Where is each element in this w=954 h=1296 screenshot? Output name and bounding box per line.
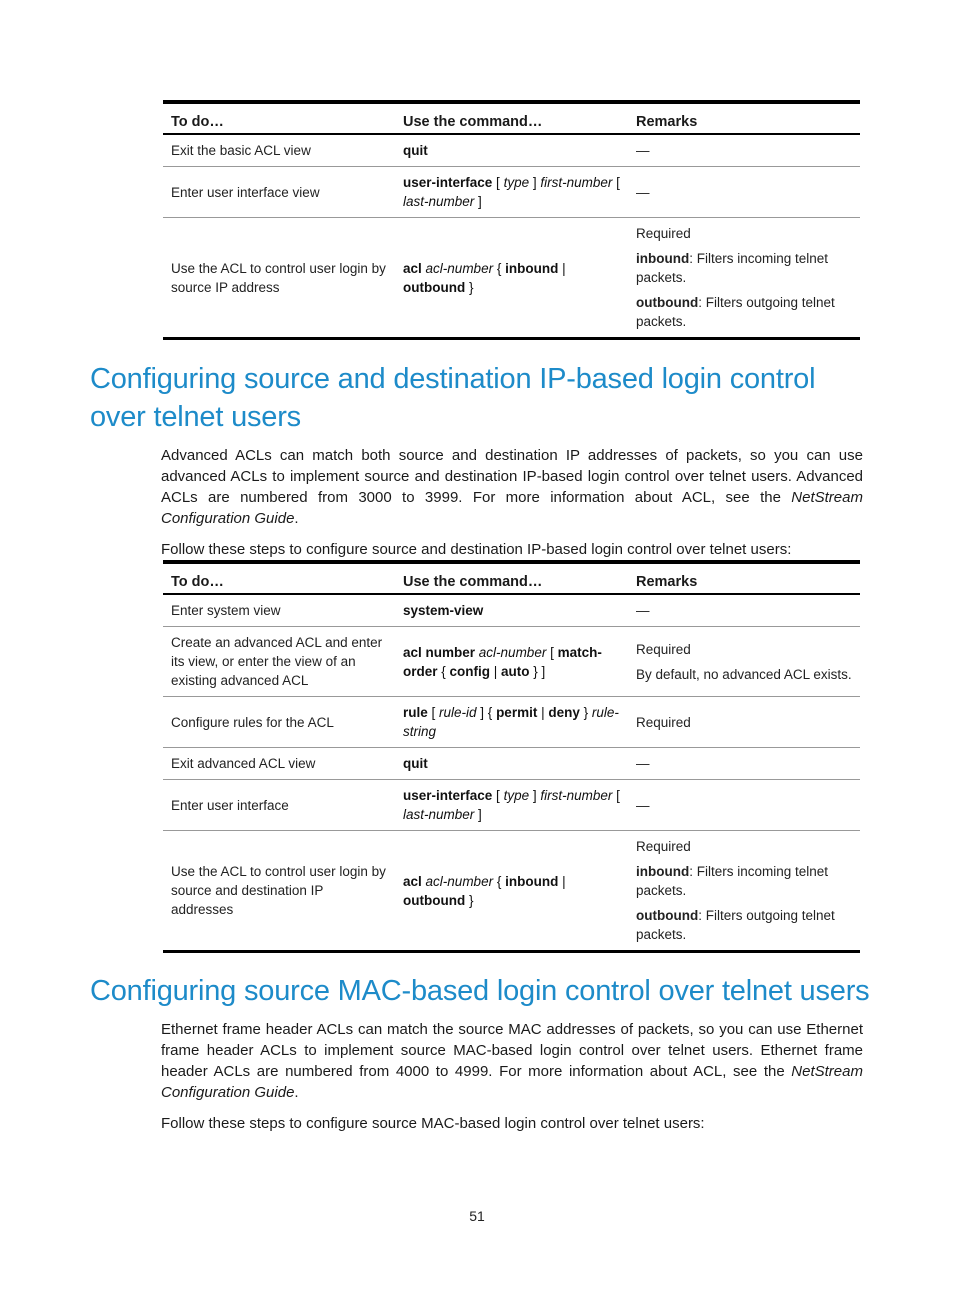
body-paragraph: Ethernet frame header ACLs can match the source MAC addresses of packets, so you can use Ethernet frame header ACLs to implement source MAC-based login control over telnet users. Ethernet frame header ACLs are numbered from 4000 to 4999. For more information about ACL, see the NetStream Configuration Guide.: [161, 1021, 863, 1101]
remark-line: —: [636, 603, 650, 618]
remarks-cell: [628, 594, 860, 627]
todo-cell: Use the ACL to control user login by source and destination IP addresses: [163, 831, 395, 952]
todo-cell: Use the ACL to control user login by source IP address: [163, 218, 395, 339]
command-cell: quit: [395, 748, 628, 780]
command-cell: acl number acl-number [ match-order { config | auto } ]: [395, 627, 628, 697]
remarks-cell: [628, 627, 860, 697]
section-heading-mac-login-control: Configuring source MAC-based login control over telnet users: [90, 975, 870, 1007]
todo-cell: Configure rules for the ACL: [163, 697, 395, 748]
header-todo: To do…: [163, 562, 395, 594]
remark-line: —: [636, 756, 650, 771]
remarks-cell: [628, 134, 860, 167]
table-row: [163, 134, 860, 167]
todo-cell: Enter user interface view: [163, 167, 395, 218]
command-cell: system-view: [395, 594, 628, 627]
command-table-advanced-acl: [163, 560, 860, 953]
intro-paragraph: Follow these steps to configure source MAC-based login control over telnet users:: [161, 1115, 705, 1132]
command-cell: user-interface [ type ] first-number [ last-number ]: [395, 780, 628, 831]
remarks-cell: [628, 831, 860, 952]
table-header-row: [163, 562, 860, 594]
command-cell: rule [ rule-id ] { permit | deny } rule-string: [395, 697, 628, 748]
header-todo: To do…: [163, 102, 395, 134]
remarks-cell: [628, 218, 860, 339]
table-header-row: [163, 102, 860, 134]
table-row: [163, 167, 860, 218]
remark-line: —: [636, 143, 650, 158]
remark-line: —: [636, 184, 650, 200]
table-row: [163, 780, 860, 831]
remark-line: outbound: Filters outgoing telnet packets.: [636, 908, 835, 942]
remark-line: inbound: Filters incoming telnet packets.: [636, 864, 829, 898]
command-cell: acl acl-number { inbound | outbound }: [395, 831, 628, 952]
table-row: [163, 697, 860, 748]
header-command: Use the command…: [395, 102, 628, 134]
command-cell: acl acl-number { inbound | outbound }: [395, 218, 628, 339]
remark-line: By default, no advanced ACL exists.: [636, 666, 852, 682]
remarks-cell: [628, 780, 860, 831]
remark-line: outbound: Filters outgoing telnet packets.: [636, 295, 835, 329]
table-row: [163, 748, 860, 780]
remarks-cell: [628, 167, 860, 218]
remark-line: Required: [636, 714, 691, 730]
todo-cell: Exit advanced ACL view: [163, 748, 395, 780]
remark-line: inbound: Filters incoming telnet packets.: [636, 251, 829, 285]
remark-line: —: [636, 797, 650, 813]
page-number: 51: [469, 1208, 485, 1224]
section-heading-ip-login-control: Configuring source and destination IP-based login control over telnet users: [90, 363, 816, 433]
remarks-cell: [628, 697, 860, 748]
intro-paragraph: Follow these steps to configure source and destination IP-based login control over telnet users:: [161, 541, 792, 558]
remark-line: Required: [636, 226, 691, 241]
table-row: [163, 594, 860, 627]
table-row: [163, 218, 860, 339]
body-paragraph: Advanced ACLs can match both source and destination IP addresses of packets, so you can use advanced ACLs to implement source and destination IP-based login control over telnet users. Advanced ACLs are numbered from 3000 to 3999. For more information about ACL, see the NetStream Configuration Guide.: [161, 447, 863, 527]
remark-line: Required: [636, 641, 691, 657]
header-command: Use the command…: [395, 562, 628, 594]
header-remarks: Remarks: [628, 102, 860, 134]
todo-cell: Create an advanced ACL and enter its view, or enter the view of an existing advanced ACL: [163, 627, 395, 697]
table-row: [163, 831, 860, 952]
remarks-cell: [628, 748, 860, 780]
todo-cell: Exit the basic ACL view: [163, 134, 395, 167]
todo-cell: Enter user interface: [163, 780, 395, 831]
remark-line: Required: [636, 839, 691, 854]
header-remarks: Remarks: [628, 562, 860, 594]
command-cell: quit: [395, 134, 628, 167]
command-cell: user-interface [ type ] first-number [ last-number ]: [395, 167, 628, 218]
table-row: [163, 627, 860, 697]
command-table-basic-acl: [163, 100, 860, 340]
todo-cell: Enter system view: [163, 594, 395, 627]
